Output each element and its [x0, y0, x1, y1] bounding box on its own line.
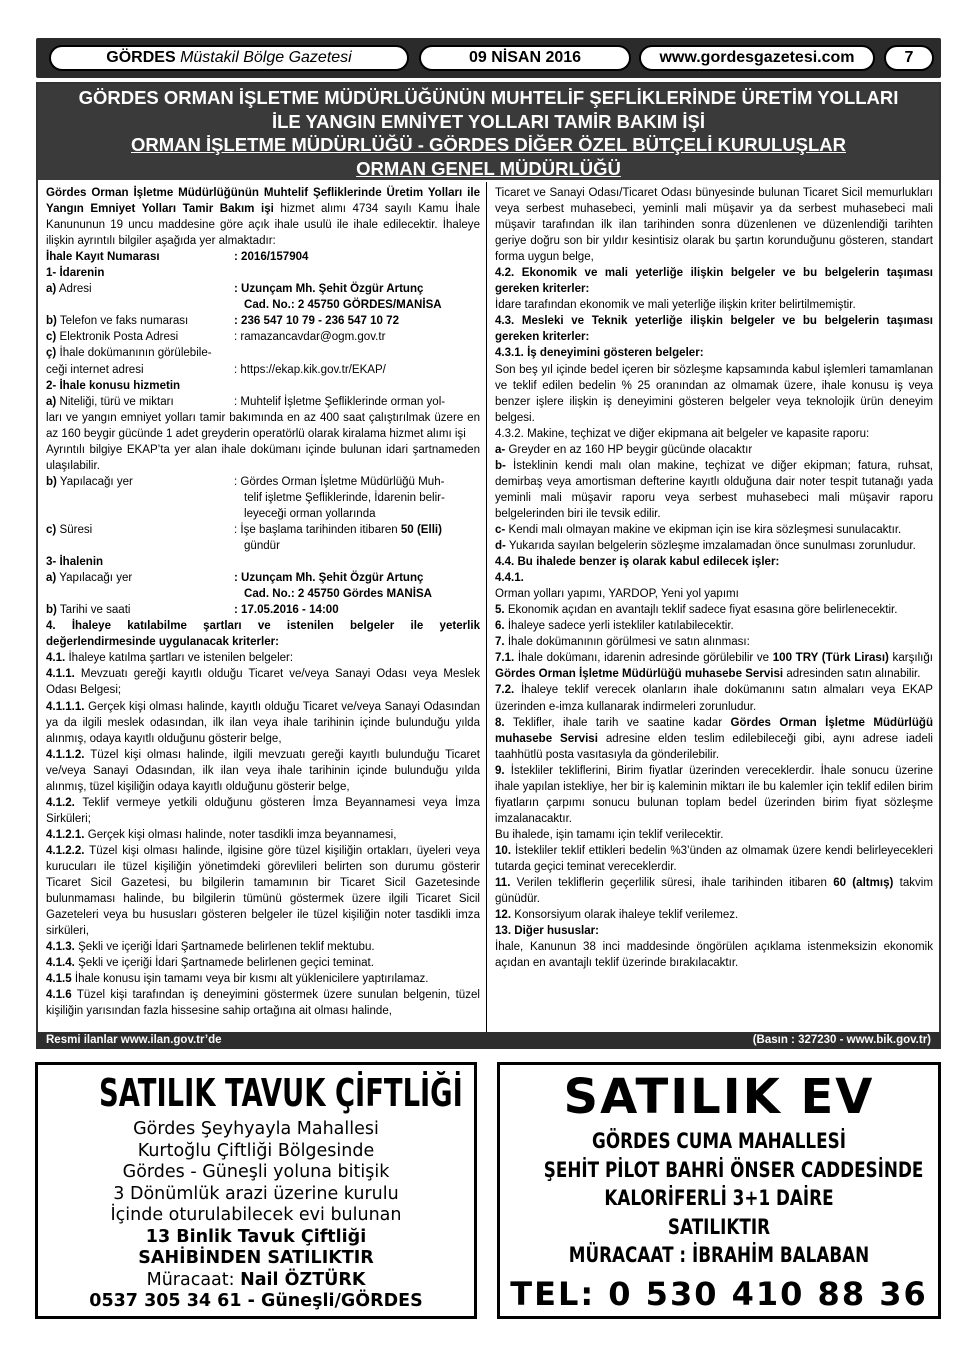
section-heading: 4.2. Ekonomik ve mali yeterliğe ilişkin belgeler ve bu belgelerin taşıması gereken kriterler: [495, 267, 933, 296]
ad-title: SATILIK TAVUK ÇİFTLİĞİ [99, 1071, 463, 1115]
ad-line: İçinde oturulabilecek evi bulunan [110, 1205, 402, 1225]
paragraph: c- Kendi malı olmayan makine ve ekipman için ise kira sözleşmesi sunulacaktır. [495, 523, 902, 536]
field-cont: gündür [244, 540, 280, 553]
paragraph: Bu ihalede, işin tamamı için teklif verilecektir. [495, 828, 724, 841]
title-line: İLE YANGIN EMNİYET YOLLARI TAMİR BAKIM İŞİ [271, 110, 706, 132]
paragraph: Ticaret ve Sanayi Odası/Ticaret Odası bünyesinde bulunan Ticaret Sicil memurlukları veya serbest muhasebeci, yeminli mali müşavir ya da serbest muhasebeci mali müşavir tarafından ilk ilan tarihinden sonra düzenlenen ve düzenlendiği tarihten geriye doğru son bir yıldır kesintisiz olarak bu şartın korunduğunu gösteren, standart forma uygun belge, [495, 187, 933, 264]
paragraph: ları ve yangın emniyet yolları tamir bakımında en az 400 saat çalıştırılmak üzere en az 160 beygir gücünde 1 adet greyderin operatörlü olarak kiralama hizmet alımı işi [46, 411, 480, 440]
notice-right-column [495, 185, 933, 1027]
field-row: c) Elektronik Posta Adresi : ramazancavdar@ogm.gov.tr [46, 331, 386, 344]
field-row: b) Tarihi ve saati : 17.05.2016 - 14:00 [46, 604, 339, 617]
paper-name: GÖRDES [106, 49, 176, 66]
paragraph: 4.1.1.2. Tüzel kişi olması halinde, ilgili mevzuatı gereği kayıtlı bulunduğu Ticaret ve/veya Sanayi Odasından, ilk ilan veya ihale tarihinin içinde bulunduğu yılda alınmış, tüzel kişiliğin odaya kayıtlı olduğunu gösterir belge, [46, 748, 480, 793]
paragraph: 8. Teklifler, ihale tarih ve saatine kadar Gördes Orman İşletme Müdürlüğü muhasebe Servisi adresine elden teslim edilebileceği gibi, aynı adrese iadeli taahhütlü posta vasıtasıyla da gönderilebilir. [495, 716, 933, 761]
field-row: c) Süresi : İşe başlama tarihinden itibaren 50 (Elli) [46, 523, 442, 536]
paragraph: 4.1.4. Şekli ve içeriği İdari Şartnamede belirlenen geçici teminat. [46, 957, 374, 970]
paragraph: 4.1.5 İhale konusu işin tamamı veya bir kısmı alt yüklenicilere yaptırılamaz. [46, 973, 429, 986]
field-cont: telif işletme Şefliklerinde, İdarenin belir- [244, 491, 445, 504]
notice-footer [36, 1032, 941, 1049]
title-line: ORMAN GENEL MÜDÜRLÜĞÜ [356, 157, 621, 179]
paragraph: Ayrıntılı bilgiye EKAP’ta yer alan ihale dokümanı içinde bulunan idari şartnameden ulaşılabilir. [46, 443, 480, 472]
field-row: a) Niteliği, türü ve miktarı : Muhtelif İşletme Şefliklerinde orman yol- [46, 395, 446, 408]
column-divider [486, 182, 487, 1032]
field-row: ceği internet adresi : https://ekap.kik.gov.tr/EKAP/ [46, 363, 386, 376]
paragraph: 5. Ekonomik açıdan en avantajlı teklif sadece fiyat esasına göre belirlenecektir. [495, 604, 898, 617]
section-heading: 4.3. Mesleki ve Teknik yeterliğe ilişkin belgeler ve bu belgelerin taşıması gereken kriterler: [495, 315, 933, 344]
section-heading: 4.3.1. İş deneyimini gösteren belgeler: [495, 347, 704, 360]
field-row: a) Adresi : Uzunçam Mh. Şehit Özgür Artunç [46, 283, 424, 296]
ad-title: SATILIK EV [563, 1069, 875, 1125]
field-label: ç) İhale dokümanının görülebile- [46, 347, 212, 360]
website-pill: www.gordesgazetesi.com [639, 45, 875, 71]
paragraph: d- Yukarıda sayılan belgelerin sözleşme imzalamadan önce sunulması zorunludur. [495, 540, 916, 553]
paragraph: 4.1. İhaleye katılma şartları ve istenilen belgeler: [46, 652, 294, 665]
title-line: ORMAN İŞLETME MÜDÜRLÜĞÜ - GÖRDES DİĞER ÖZEL BÜTÇELİ KURULUŞLAR [131, 134, 846, 155]
paragraph: 4.1.1.1. Gerçek kişi olması halinde, kayıtlı olduğu Ticaret ve/veya Sanayi Odasından ya da ilgili meslek odasından, ilk ilan veya ihale tarihinin içinde bulunduğu yılda alınmış, odaya kayıtlı olduğunu gösterir belge, [46, 700, 480, 745]
ad-line: MÜRACAAT : İBRAHİM BALABAN [568, 1243, 870, 1267]
paragraph: Orman yolları yapımı, YARDOP, Yeni yol yapımı [495, 588, 739, 601]
section-heading: 4.4. Bu ihalede benzer iş olarak kabul edilecek işler: [495, 556, 780, 569]
paragraph: 7. İhale dokümanının görülmesi ve satın alınması: [495, 636, 750, 649]
paragraph: 4.1.2. Teklif vermeye yetkili olduğunu gösteren İmza Beyannamesi veya İmza Sirküleri; [46, 796, 480, 825]
paper-subtitle: Müstakil Bölge Gazetesi [180, 49, 352, 66]
footer-left: Resmi ilanlar www.ilan.gov.tr’de [46, 1034, 222, 1046]
paragraph: 4.1.6 Tüzel kişi tarafından iş deneyimini göstermek üzere sunulan belgenin, tüzel kişiliğin yarısından fazla hissesine sahip ortağına ait olması halinde, [46, 989, 480, 1018]
paragraph: 9. İstekliler tekliflerini, Birim fiyatlar üzerinden vereceklerdir. İhale sonucu üzerine ihale yapılan istekliye, her bir iş kaleminin miktarı ile bu kalemler için teklif edilen birim fiyatların çarpımı sonucu bulunan toplam bedel üzerinden birim fiyat sözleşme imzalanacaktır. [495, 764, 933, 825]
paragraph: 12. Konsorsiyum olarak ihaleye teklif verilemez. [495, 909, 739, 922]
section-heading: 2- İhale konusu hizmetin [46, 379, 181, 392]
field-cont: leyeceği orman yollarında [244, 507, 376, 520]
section-heading: 4. İhaleye katılabilme şartları ve istenilen belgeler ile yeterlik değerlendirmesinde uygulanacak kriterler: [46, 620, 480, 649]
paragraph: 10. İstekliler teklif ettikleri bedelin %3’ünden az olmamak üzere kendi belirleyecekleri tutarda geçici teminat vereceklerdir. [495, 844, 933, 873]
ad-chicken-farm [35, 1062, 477, 1319]
section-heading: 4.4.1. [495, 572, 524, 585]
paragraph: İhale, Kanunun 38 inci maddesinde öngörülen açıklama istenmeksizin ekonomik açıdan en avantajlı teklif üzerinde bırakılacaktır. [495, 941, 933, 970]
paragraph: b- İsteklinin kendi malı olan makine, teçhizat ve diğer ekipman; fatura, ruhsat, demirbaş veya amortisman defterine kayıtlı olduğuna dair noter tespit tutanağı yada yeminli mali müşavir raporu veya serbest muhasebeci mali müşavir raporu belgelerinden biri ile tevsik edilir. [495, 459, 933, 520]
paragraph: 11. Verilen tekliflerin geçerlilik süresi, ihale tarihinden itibaren 60 (altmış) takvim günüdür. [495, 877, 933, 906]
ad-line: Gördes - Güneşli yoluna bitişik [122, 1162, 390, 1182]
paragraph: 7.1. İhale dokümanı, idarenin adresinde görülebilir ve 100 TRY (Türk Lirası) karşılığı Gördes Orman İşletme Müdürlüğü muhasebe Servisi adresinden satın alınabilir. [495, 652, 933, 681]
paper-name-pill [49, 45, 409, 71]
field-row: a) Yapılacağı yer : Uzunçam Mh. Şehit Özgür Artunç [46, 572, 424, 585]
ad-line: 13 Binlik Tavuk Çiftliği [145, 1226, 367, 1247]
field-row: İhale Kayıt Numarası : 2016/157904 [46, 251, 309, 264]
ad-phone: 0537 305 34 61 - Güneşli/GÖRDES [89, 1291, 423, 1311]
paragraph: a- Greyder en az 160 HP beygir gücünde olacaktır [495, 443, 753, 456]
paragraph: 6. İhaleye sadece yerli istekliler katılabilecektir. [495, 620, 734, 633]
paragraph: 4.1.2.2. Tüzel kişi olması halinde, ilgisine göre tüzel kişiliğin ortakları, üyeleri veya kurucuları ile tüzel kişiliğin yönetimdeki görevlileri belirten son durumu gösterir Ticaret Sicil Gazetesi, bu bilgilerin tamamının bir Ticaret Sicil Gazetesinde bulunmaması halinde, bu bilgilerin tümünü göstermek üzere ilgili Ticaret Sicil Gazeteleri veya bu hususları gösteren belgeler ile tüzel kişiliğin noter tasdikli imza sirküleri, [46, 844, 480, 938]
footer-right: (Basın : 327230 - www.bik.gov.tr) [752, 1034, 931, 1046]
field-cont: Cad. No.: 2 45750 GÖRDES/MANİSA [244, 299, 442, 312]
paragraph: 7.2. İhaleye teklif verecek olanların ihale dokümanını satın almaları veya EKAP üzerinden e-imza kullanarak indirmeleri zorunludur. [495, 684, 933, 713]
ad-house [497, 1062, 941, 1319]
ad-line: SAHİBİNDEN SATILIKTIR [138, 1248, 374, 1268]
field-cont: Cad. No.: 2 45750 Gördes MANİSA [244, 588, 433, 601]
paragraph: İdare tarafından ekonomik ve mali yeterliğe ilişkin kriter belirtilmemiştir. [495, 299, 856, 312]
ad-phone: TEL: 0 530 410 88 36 [510, 1274, 928, 1313]
paragraph: 4.1.3. Şekli ve içeriği İdari Şartnamede belirlenen teklif mektubu. [46, 941, 375, 954]
ad-line: SATILIKTIR [667, 1214, 771, 1239]
tender-notice [36, 82, 941, 1034]
title-line: GÖRDES ORMAN İŞLETME MÜDÜRLÜĞÜNÜN MUHTELİF ŞEFLİKLERİNDE ÜRETİM YOLLARI [78, 87, 899, 108]
paragraph: 4.1.1. Mevzuatı gereği kayıtlı olduğu Ticaret ve/veya Sanayi Odası veya Meslek Odası Belgesi; [46, 668, 480, 697]
ad-line: ŞEHİT PİLOT BAHRİ ÖNSER CADDESİNDE [543, 1157, 924, 1182]
notice-left-column [46, 185, 480, 1027]
paragraph: Son beş yıl içinde bedel içeren bir sözleşme kapsamında kabul işlemleri tamamlanan ve teklif edilen bedelin % 25 oranından az olmamak üzere, ihale konusu iş veya benzer işlere ilişkin iş deneyimini gösteren belgeler veya teknolojik ürün deneyim belgesi. [495, 363, 933, 424]
paragraph: 4.1.2.1. Gerçek kişi olması halinde, noter tasdikli imza beyannamesi, [46, 828, 397, 841]
ad-line: KALORİFERLİ 3+1 DAİRE [604, 1186, 834, 1210]
section-heading: 1- İdarenin [46, 267, 105, 280]
paragraph: Gördes Orman İşletme Müdürlüğünün Muhtelif Şefliklerinde Üretim Yolları ile Yangın Emniyet Yolları Tamir Bakım işi hizmet alımı 4734 sayılı Kamu İhale Kanununun 19 uncu maddesine göre açık ihale usulü ile ihale edilecektir. İhaleye ilişkin ayrıntılı bilgiler aşağıda yer almaktadır: [46, 187, 480, 248]
ad-line: 3 Dönümlük arazi üzerine kurulu [113, 1183, 399, 1204]
notice-title [38, 84, 939, 180]
ad-line: GÖRDES CUMA MAHALLESİ [592, 1129, 846, 1153]
ad-contact: Müracaat: Nail ÖZTÜRK [146, 1269, 366, 1290]
date-pill: 09 NİSAN 2016 [419, 45, 631, 71]
paragraph: 4.3.2. Makine, teçhizat ve diğer ekipmana ait belgeler ve kapasite raporu: [495, 427, 870, 440]
page-number: 7 [884, 45, 934, 71]
section-heading: 13. Diğer hususlar: [495, 925, 599, 938]
field-row: b) Yapılacağı yer : Gördes Orman İşletme Müdürlüğü Muh- [46, 475, 445, 488]
section-heading: 3- İhalenin [46, 556, 104, 569]
ad-line: Kurtoğlu Çiftliği Bölgesinde [137, 1140, 375, 1161]
field-row: b) Telefon ve faks numarası : 236 547 10 79 - 236 547 10 72 [46, 315, 399, 328]
ad-line: Gördes Şeyhyayla Mahallesi [133, 1119, 379, 1139]
